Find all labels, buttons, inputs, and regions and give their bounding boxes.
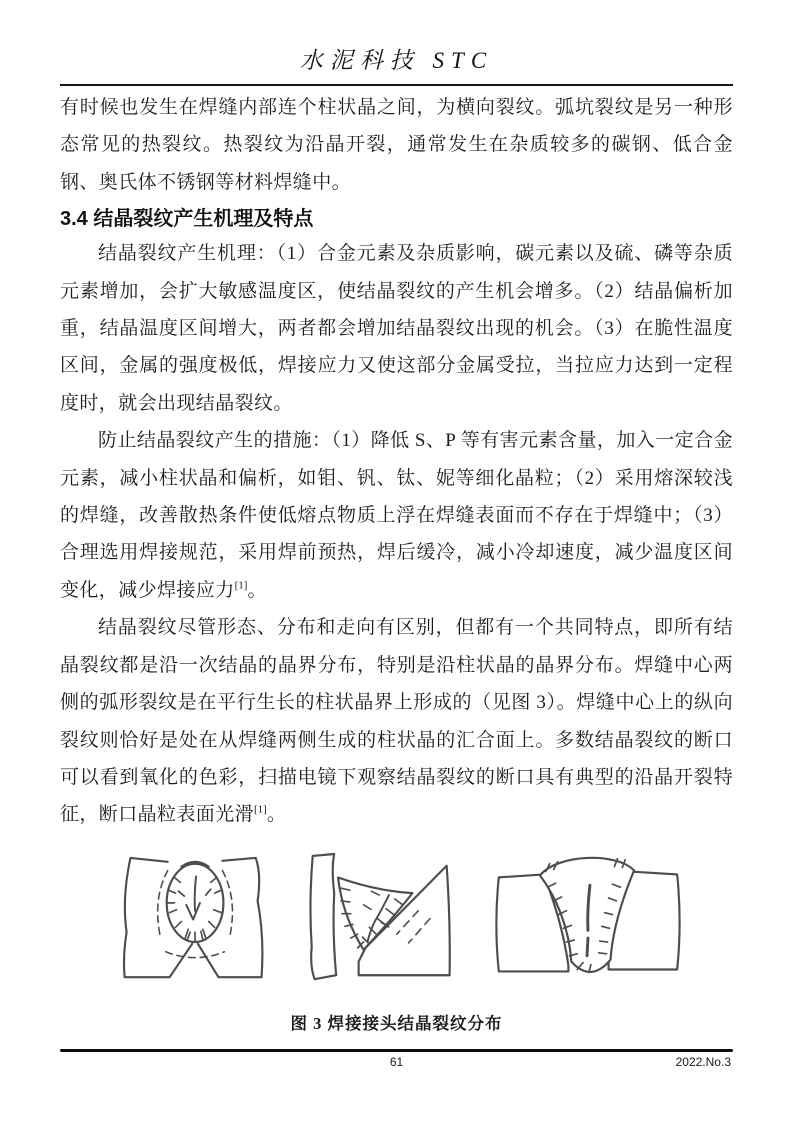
footer-line	[60, 1055, 733, 1073]
paragraph-prevention-tail: 。	[247, 579, 267, 601]
header-rule	[60, 84, 733, 86]
citation-ref-2: [1]	[254, 803, 267, 816]
page-footer	[60, 1049, 733, 1073]
issue-label: 2022.No.3	[675, 1055, 731, 1069]
footer-rule	[60, 1049, 733, 1052]
butt-weld-crater-crack-sketch	[109, 844, 285, 996]
journal-title: 水泥科技 STC	[299, 48, 494, 73]
citation-ref-1: [1]	[234, 579, 248, 592]
paragraph-prevention	[60, 422, 733, 609]
page-number: 61	[389, 1055, 404, 1069]
paragraph-prevention-text: 防止结晶裂纹产生的措施：（1）降低 S、P 等有害元素含量，加入一定合金元素，减小柱状晶和偏析，如钼、钒、钛、妮等细化晶粒；（2）采用熔深较浅的焊缝，改善散热条件使低熔点物质上浮在焊缝表面而不存在于焊缝中；（3）合理选用焊接规范，采用焊前预热，焊后缓冷，减小冷却速度，减少温度区间变化，减少焊接应力	[60, 430, 733, 601]
paragraph-characteristics-tail: 。	[266, 804, 287, 826]
paragraph-characteristics-text: 结晶裂纹尽管形态、分布和走向有区别，但都有一个共同特点，即所有结晶裂纹都是沿一次结晶的晶界分布，特别是沿柱状晶的晶界分布。焊缝中心两侧的弧形裂纹是在平行生长的柱状晶界上形成的（见图 3）。焊缝中心上的纵向裂纹则恰好是处在从焊缝两侧生成的柱状晶的汇合面上。多数结晶裂纹的断口可以看到氧化的色彩，扫描电镜下观察结晶裂纹的断口具有典型的沿晶开裂特征，断口晶粒表面光滑	[60, 617, 733, 826]
figure-3-caption: 图 3 焊接接头结晶裂纹分布	[290, 1013, 503, 1033]
figure-3-sketches	[60, 844, 733, 996]
paragraph-mechanism: 结晶裂纹产生机理：（1）合金元素及杂质影响，碳元素以及硫、磷等杂质元素增加，会扩大敏感温度区，使结晶裂纹的产生机会增多。（2）结晶偏析加重，结晶温度区间增大，两者都会增加结晶裂纹出现的机会。（3）在脆性温度区间，金属的强度极低，焊接应力又使这部分金属受拉，当拉应力达到一定程度时，就会出现结晶裂纹。	[60, 243, 733, 414]
paragraph-characteristics	[60, 609, 733, 833]
article-body	[0, 89, 793, 834]
page-header	[0, 0, 793, 86]
fillet-weld-crack-sketch	[299, 844, 475, 996]
groove-weld-centerline-crack-sketch	[489, 844, 685, 996]
section-heading: 3.4 结晶裂纹产生机理及特点	[60, 208, 314, 231]
figure-3	[0, 844, 793, 1034]
paragraph-continuation: 有时候也发生在焊缝内部连个柱状晶之间，为横向裂纹。弧坑裂纹是另一种形态常见的热裂纹。热裂纹为沿晶开裂，通常发生在杂质较多的碳钢、低合金钢、奥氏体不锈钢等材料焊缝中。	[60, 97, 733, 193]
